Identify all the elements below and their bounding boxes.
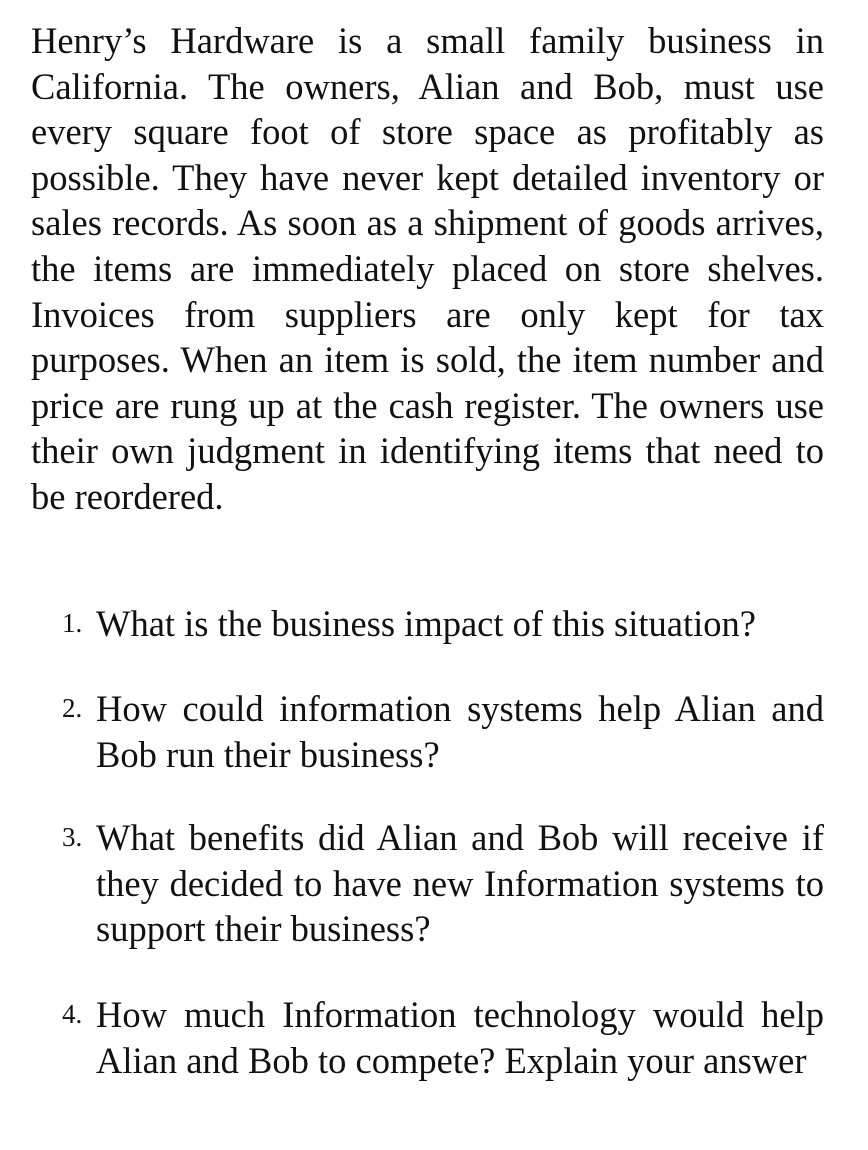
question-item <box>62 601 824 647</box>
question-number: 3. <box>62 822 83 852</box>
case-paragraph: Henry’s Hardware is a small family business in California. The owners, Alian and Bob, must use every square foot of store space as profitably as possible. They have never kept detailed inventory or sales records. As soon as a shipment of goods arrives, the items are immediately placed on store shelves. Invoices from suppliers are only kept for tax purposes. When an item is sold, the item number and price are rung up at the cash register. The owners use their own judgment in identifying items that need to be reordered. <box>31 20 824 517</box>
question-item <box>62 686 824 777</box>
question-item <box>62 815 824 952</box>
question-number: 2. <box>62 693 83 723</box>
question-text: What is the business impact of this situation? <box>96 603 756 644</box>
question-text: How could information systems help Alian and Bob run their business? <box>96 688 824 775</box>
question-text: What benefits did Alian and Bob will receive if they decided to have new Information systems to support their business? <box>96 817 824 950</box>
question-text: How much Information technology would help Alian and Bob to compete? Explain your answer <box>96 994 824 1081</box>
question-number: 1. <box>62 608 83 638</box>
question-number: 4. <box>62 999 83 1029</box>
question-item <box>62 992 824 1083</box>
